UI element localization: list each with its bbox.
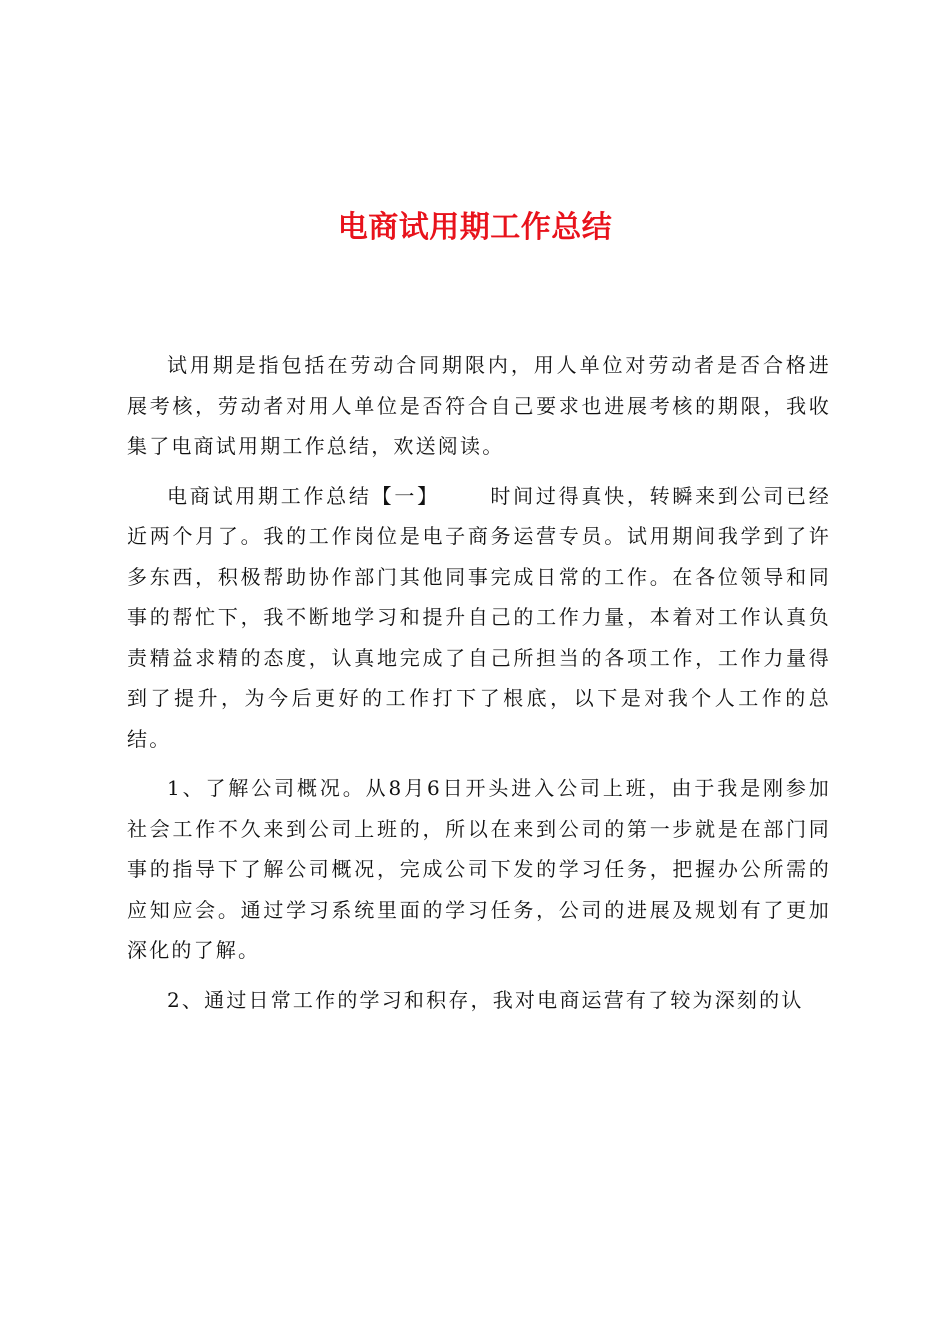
item-two-paragraph: 2、通过日常工作的学习和积存，我对电商运营有了较为深刻的认 (167, 987, 804, 1012)
item-one-paragraph: 1、了解公司概况。从8月6日开头进入公司上班，由于我是刚参加社会工作不久来到公司上班的，所以在来到公司的第一步就是在部门同事的指导下了解公司概况，完成公司下发的学习任务，把握办公所需的应知应会。通过学习系统里面的学习任务，公司的进展及规划有了更加深化的了解。 (127, 776, 831, 962)
section-body: 时间过得真快，转瞬来到公司已经近两个月了。我的工作岗位是电子商务运营专员。试用期间我学到了许多东西，积极帮助协作部门其他同事完成日常的工作。在各位领导和同事的帮忙下，我不断地学习和提升自己的工作力量，本着对工作认真负责精益求精的态度，认真地完成了自己所担当的各项工作，工作力量得到了提升，为今后更好的工作打下了根底，以下是对我个人工作的总结。 (127, 483, 831, 751)
document-body (127, 345, 831, 1029)
intro-paragraph: 试用期是指包括在劳动合同期限内，用人单位对劳动者是否合格进展考核，劳动者对用人单位是否符合自己要求也进展考核的期限，我收集了电商试用期工作总结，欢送阅读。 (127, 353, 831, 458)
section-heading: 电商试用期工作总结【一】 (167, 483, 440, 508)
document-title: 电商试用期工作总结 (337, 210, 613, 245)
section-one-paragraph (127, 476, 831, 760)
